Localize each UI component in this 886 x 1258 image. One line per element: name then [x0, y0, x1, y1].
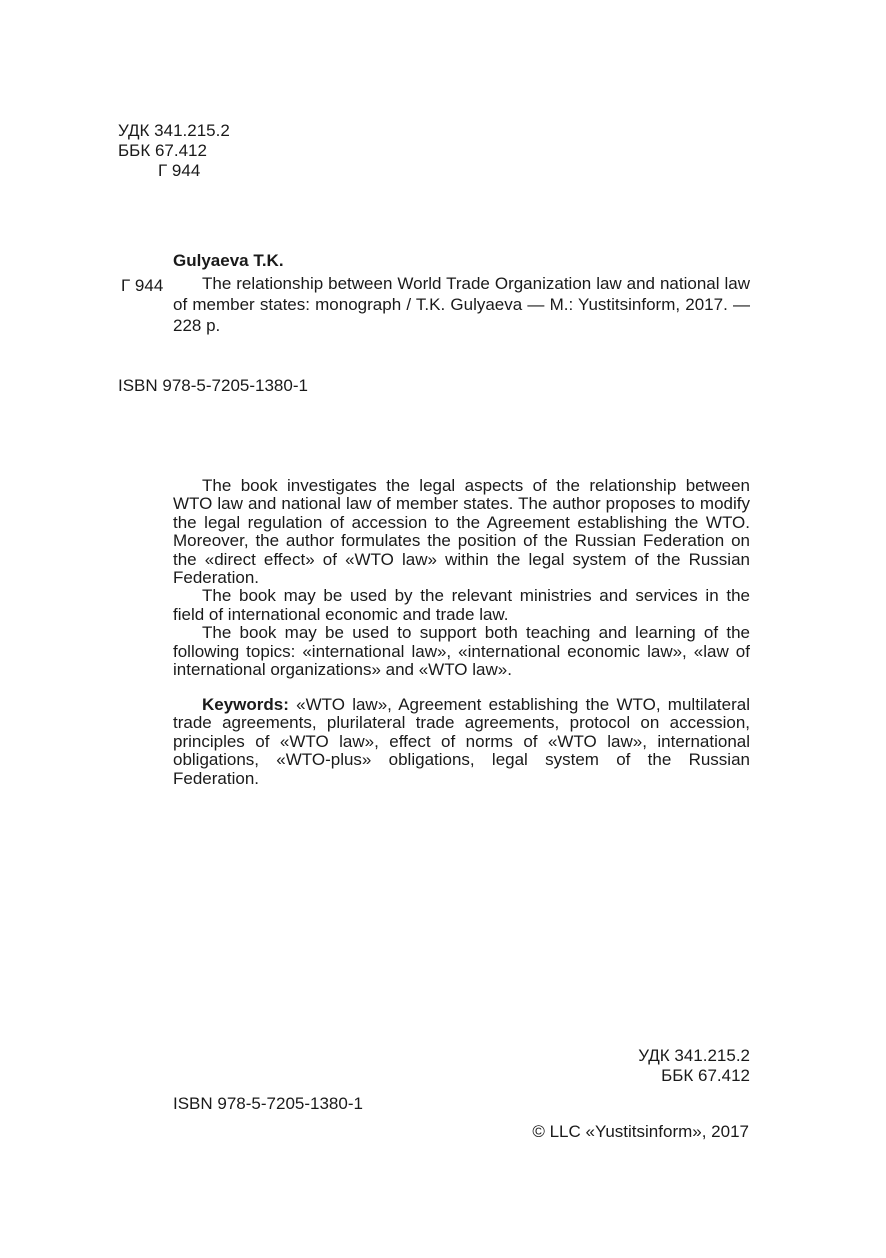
- copyright-notice: © LLC «Yustitsinform», 2017: [532, 1122, 749, 1141]
- isbn-top: ISBN 978-5-7205-1380-1: [118, 376, 308, 395]
- abstract: [173, 477, 750, 679]
- bibliographic-description: The relationship between World Trade Organization law and national law of member states: monograph / T.K. Gulyaeva — M.: Yustitsinform, 2017. — 228 p.: [173, 274, 750, 335]
- catalog-author-mark: Г 944: [121, 276, 164, 295]
- bbk-code-bottom: ББК 67.412: [661, 1066, 750, 1085]
- keywords-label: Keywords:: [202, 695, 289, 714]
- abstract-paragraph: The book investigates the legal aspects of the relationship between WTO law and national law of member states. The author proposes to modify the legal regulation of accession to the Agreement establishing the WTO. Moreover, the author formulates the position of the Russian Federation on the «direct effect» of «WTO law» within the legal system of the Russian Federation.: [173, 476, 750, 588]
- isbn-bottom: ISBN 978-5-7205-1380-1: [173, 1094, 363, 1113]
- author-mark: Г 944: [158, 161, 201, 180]
- abstract-paragraph: The book may be used to support both teaching and learning of the following topics: «international law», «international economic law», «law of international organizations» and «WTO law».: [173, 623, 750, 680]
- top-classification-codes: [118, 121, 230, 181]
- abstract-paragraph: The book may be used by the relevant ministries and services in the field of international economic and trade law.: [173, 586, 750, 624]
- bottom-classification-codes: [638, 1046, 750, 1086]
- keywords: [173, 696, 750, 788]
- keywords-text: «WTO law», Agreement establishing the WTO, multilateral trade agreements, plurilateral trade agreements, protocol on accession, principles of «WTO law», effect of norms of «WTO law», international obligations, «WTO-plus» obligations, legal system of the Russian Federation.: [173, 695, 750, 788]
- bbk-code: ББК 67.412: [118, 141, 207, 160]
- udk-code-bottom: УДК 341.215.2: [638, 1046, 750, 1065]
- udk-code: УДК 341.215.2: [118, 121, 230, 140]
- author-name: Gulyaeva T.K.: [173, 251, 284, 270]
